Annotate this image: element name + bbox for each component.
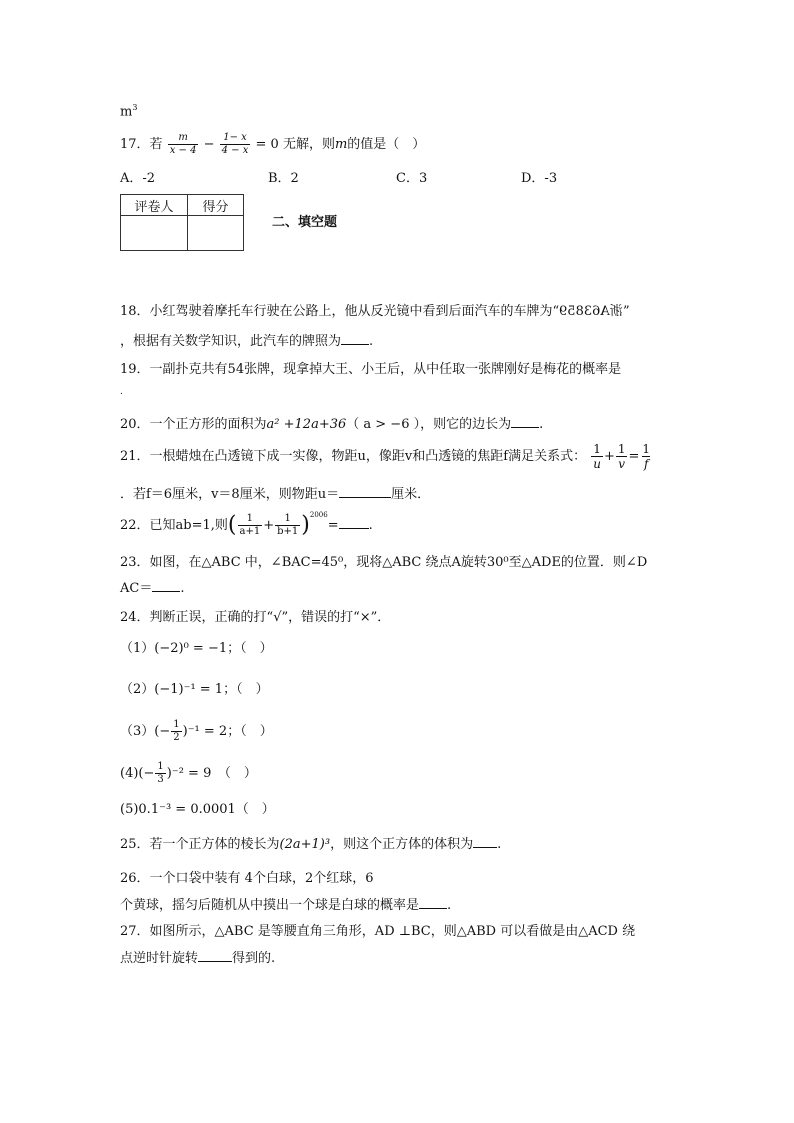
unit-text: m — [120, 104, 133, 120]
q18-quote-close: ” — [622, 304, 630, 319]
question-22 — [120, 512, 373, 537]
q20-answer-blank[interactable] — [511, 417, 539, 428]
q24-item4-fraction — [155, 762, 165, 785]
q20-expr: a² +12a+36 — [266, 417, 347, 432]
q17-end: 的值是（ ） — [347, 137, 426, 152]
q24-item4-num: 1 — [157, 761, 164, 772]
q21-pre: 21．一根蜡烛在凸透镜下成一实像，物距u，像距v和凸透镜的焦距f满足关系式： — [120, 449, 587, 464]
q22-dot: . — [368, 518, 373, 533]
q25-expr: (2a+1)³ — [279, 837, 331, 852]
q26-line2-end: . — [447, 898, 452, 913]
q21-line2-end: 厘米． — [391, 487, 431, 502]
question-21 — [120, 443, 653, 470]
q24-title: 24．判断正误，正确的打“√”，错误的打“×”． — [120, 610, 391, 625]
q21-eq: = — [628, 449, 640, 464]
q21-plus: + — [603, 449, 615, 464]
q21-line2-text: ．若f＝6厘米，v＝8厘米，则物距u＝ — [120, 487, 340, 502]
score-header-grader: 评卷人 — [121, 195, 188, 216]
q21-fraction-v — [616, 443, 628, 470]
q17-tail: = 0 无解，则 — [255, 137, 335, 152]
q22-f2-num: 1 — [284, 513, 291, 524]
q24-item-2: （2）(−1)⁻¹ = 1；（ ） — [120, 682, 269, 697]
q22-f1-num: 1 — [246, 513, 254, 524]
q18-line1 — [120, 305, 630, 318]
q17-option-c: C．3 — [396, 171, 428, 186]
score-cell-score[interactable] — [188, 216, 244, 251]
q21-f2-den: v — [618, 457, 626, 471]
q26-line1: 26．一个口袋中装有 4个白球，2个红球，6 — [120, 871, 374, 886]
q24-item3-fraction — [171, 720, 181, 743]
q21-f1-den: u — [593, 457, 601, 471]
q21-fraction-f — [640, 443, 652, 470]
q17-option-a: A．-2 — [120, 171, 156, 186]
question-17 — [120, 133, 425, 156]
q23-line2 — [120, 581, 184, 595]
q25-post: ，则这个正方体的体积为 — [330, 837, 474, 852]
q22-pre: 22．已知ab=1,则 — [120, 518, 228, 533]
q21-f2-num: 1 — [617, 442, 626, 456]
q24-item3-post: )⁻¹ = 2；（ ） — [182, 724, 273, 739]
q22-answer-blank[interactable] — [339, 518, 369, 529]
q22-f2-den: b+1 — [277, 526, 299, 537]
q21-f3-num: 1 — [642, 442, 651, 456]
q17-f2-num: 1− x — [223, 132, 247, 143]
q17-fraction-1 — [168, 133, 199, 156]
q26-line2-text: 个黄球，摇匀后随机从中摸出一个球是白球的概率是 — [120, 898, 420, 913]
q18-line2 — [120, 334, 373, 348]
q17-fraction-2 — [220, 133, 251, 156]
top-unit — [120, 104, 137, 118]
q27-line2-b: 得到的. — [232, 951, 276, 966]
q24-item-3 — [120, 720, 273, 743]
q24-item3-num: 1 — [173, 719, 180, 730]
q17-f2-den: 4 − x — [221, 145, 249, 156]
question-25 — [120, 837, 501, 851]
q18-answer-blank[interactable] — [341, 334, 369, 345]
q23-line1: 23．如图，在△ABC 中，∠BAC=45⁰，现将△ABC 绕点A旋转30⁰至△ADE的位置．则∠D — [120, 555, 648, 570]
q22-exponent: 2006 — [309, 511, 328, 519]
q20-end: . — [539, 417, 544, 432]
q27-line1: 27．如图所示，△ABC 是等腰直角三角形，AD ⊥BC，则△ABD 可以看做是由△ACD 绕 — [120, 924, 636, 939]
q22-f1-den: a+1 — [239, 526, 261, 537]
q25-answer-blank[interactable] — [473, 837, 497, 848]
q23-answer-blank[interactable] — [152, 581, 180, 592]
q17-minus: − — [203, 137, 215, 152]
score-table — [120, 194, 244, 251]
q21-f1-num: 1 — [593, 442, 601, 456]
score-cell-grader[interactable] — [121, 216, 188, 251]
q22-fraction-a — [238, 514, 263, 537]
q24-item4-den: 3 — [157, 774, 164, 785]
q21-answer-blank[interactable] — [339, 487, 391, 498]
q22-end: = — [327, 518, 339, 533]
score-header-score: 得分 — [188, 195, 244, 216]
unit-exponent: 3 — [132, 103, 138, 112]
q18-text: 18．小红驾驶着摩托车行驶在公路上，他从反光镜中看到后面汽车的车牌为 — [120, 304, 553, 319]
q18-mirrored-plate: 浙A63859 — [559, 304, 623, 319]
q19-line1: 19．一副扑克共有54张牌，现拿掉大王、小王后，从中任取一张牌刚好是梅花的概率是 — [120, 362, 622, 377]
q23-line2-text: AC＝ — [120, 581, 153, 596]
q20-cond: （ a > −6 ），则它的边长为 — [346, 417, 512, 432]
q22-fraction-b — [275, 514, 300, 537]
q17-number: 17．若 — [120, 137, 163, 152]
q21-f3-den: f — [644, 457, 649, 471]
q17-option-b: B．2 — [268, 171, 299, 186]
q17-f1-den: x − 4 — [169, 145, 197, 156]
q24-item3-den: 2 — [173, 732, 180, 743]
q22-paren-close: ) — [301, 512, 310, 538]
q27-line2-a: 点逆时针旋转 — [120, 951, 199, 966]
q21-fraction-u — [591, 443, 603, 470]
q24-item4-post: )⁻² = 9 （ ） — [166, 766, 257, 781]
q23-line2-end: . — [180, 581, 185, 596]
q27-answer-blank[interactable] — [198, 951, 232, 962]
q17-var: m — [334, 137, 348, 152]
q21-line2 — [120, 487, 430, 501]
q24-item3-pre: （3）(− — [120, 724, 171, 739]
q25-end: . — [497, 837, 502, 852]
q24-item-5: (5)0.1⁻³ = 0.0001（ ） — [120, 802, 275, 817]
q24-item-1: （1）(−2)⁰ = −1；（ ） — [120, 641, 273, 656]
q19-line2: . — [120, 387, 123, 397]
q17-f1-num: m — [178, 132, 188, 143]
q24-item-4 — [120, 762, 257, 785]
q22-paren-open: ( — [227, 512, 237, 538]
q22-plus: + — [263, 518, 275, 533]
q18-line2-text: ，根据有关数学知识，此汽车的牌照为 — [120, 334, 342, 349]
section-title: 二、填空题 — [272, 215, 338, 230]
q24-item4-pre: (4)(− — [120, 766, 155, 781]
q25-pre: 25．若一个正方体的棱长为 — [120, 837, 280, 852]
q27-line2 — [120, 951, 275, 965]
q26-answer-blank[interactable] — [419, 898, 447, 909]
q18-quote-open: “ — [552, 304, 560, 319]
q17-option-d: D．-3 — [521, 171, 558, 186]
q20-pre: 20．一个正方形的面积为 — [120, 417, 267, 432]
question-20 — [120, 417, 543, 431]
q18-line2-end: . — [369, 334, 374, 349]
q26-line2 — [120, 898, 451, 912]
